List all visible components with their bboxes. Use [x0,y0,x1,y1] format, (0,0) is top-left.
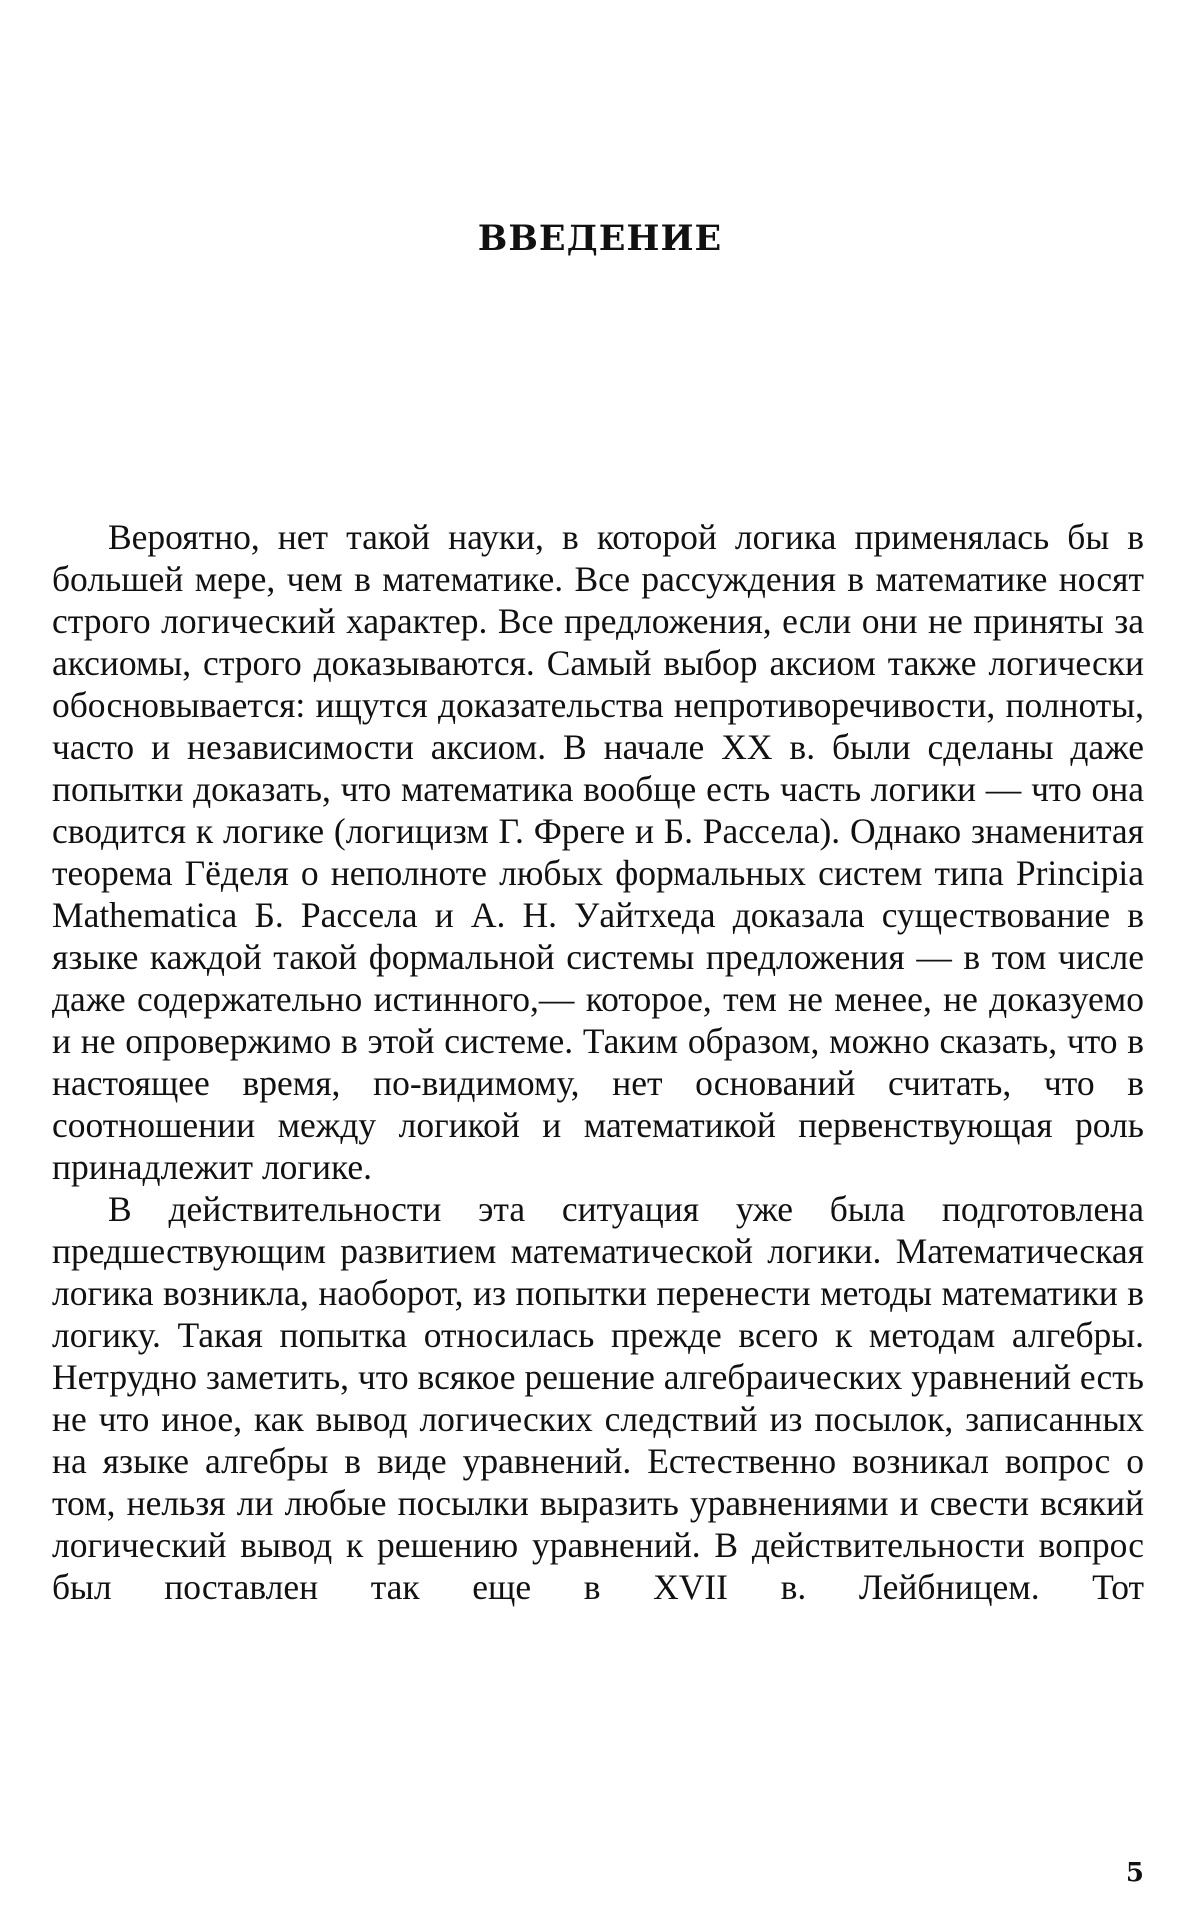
chapter-heading: ВВЕДЕНИЕ [477,218,723,259]
paragraph-2: В действительности эта ситуация уже была подготовлена предшествующим развитием математической логики. Математическая логика возникла, наоборот, из попытки перенести методы математики в логику. Такая попытка относилась прежде всего к методам алгебры. Нетрудно заметить, что всякое решение алгебраических уравнений есть не что иное, как вывод логических следствий из посылок, записанных на языке алгебры в виде уравнений. Естественно возникал вопрос о том, нельзя ли любые посылки выразить уравнениями и свести всякий логический вывод к решению уравнений. В действительности вопрос был поставлен так еще в XVII в. Лейбницем. Тот [52,1189,1144,1607]
page-number: 5 [1125,1858,1144,1888]
body-text [52,516,1144,1608]
paragraph-1: Вероятно, нет такой науки, в которой логика применялась бы в большей мере, чем в математике. Все рассуждения в математике носят строго логический характер. Все предложения, если они не приняты за аксиомы, строго доказываются. Самый выбор аксиом также логически обосновывается: ищутся доказательства непротиворечивости, полноты, часто и независимости аксиом. В начале XX в. были сделаны даже попытки доказать, что математика вообще есть часть логики — что она сводится к логике (логицизм Г. Фреге и Б. Рассела). Однако знаменитая теорема Гёделя о неполноте любых формальных систем типа Principia Mathematica Б. Рассела и А. Н. Уайтхеда доказала существование в языке каждой такой формальной системы предложения — в том числе даже содержательно истинного,— которое, тем не менее, не доказуемо и не опровержимо в этой системе. Таким образом, можно сказать, что в настоящее время, по-видимому, нет оснований считать, что в соотношении между логикой и математикой первенствующая роль принадлежит логике. [52,517,1144,1187]
